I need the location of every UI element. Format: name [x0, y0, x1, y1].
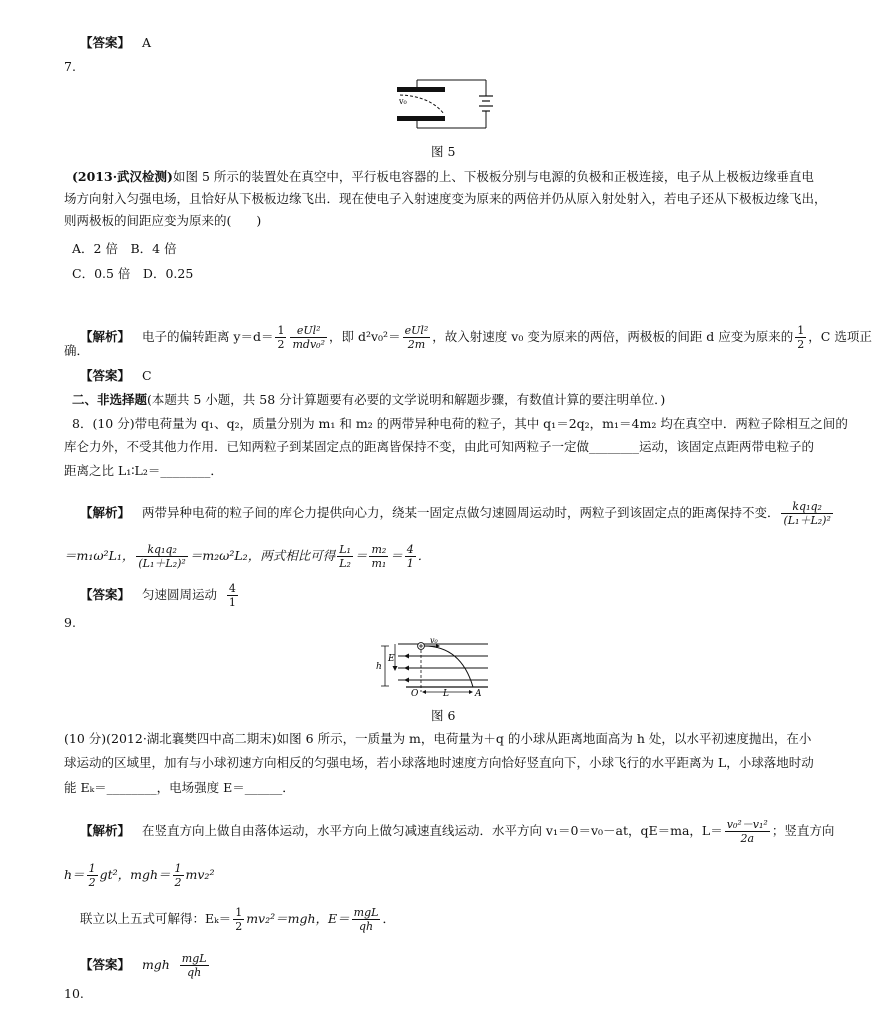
q7-text: 如图 5 所示的装置处在真空中，平行板电容器的上、下极板分别与电源的负极和正极连接，电子从上极板边缘垂直电	[172, 169, 814, 184]
analysis-tag: 【解析】	[80, 505, 131, 520]
q7-analysis-line1	[80, 324, 872, 351]
q8-line1: 8．(10 分)带电荷量为 q₁、q₂，质量分别为 m₁ 和 m₂ 的两带异种电荷的粒子，其中 q₁＝2q₂，m₁＝4m₂ 均在真空中．两粒子除相互之间的	[72, 416, 848, 431]
analysis-text: mv₂²＝mgh，E＝	[246, 911, 350, 926]
q9-analysis-line1	[80, 818, 834, 845]
q6-answer-line	[80, 34, 151, 52]
q7-text-line3: 则两极板的间距应变为原来的( )	[64, 213, 262, 228]
fraction: $\frac{\text{L₁}}{\text{L₂}}$	[339, 543, 351, 570]
analysis-text: ＝	[354, 548, 368, 563]
fraction: $\frac{\text{eUl²}}{2m}$	[404, 324, 429, 351]
analysis-text: mv₂²	[185, 867, 215, 882]
answer-value: C	[141, 368, 152, 383]
fraction: $\frac{\text{kq₁q₂}}{\text{(L₁＋L₂)²}}$	[138, 543, 186, 570]
section-2-heading	[72, 391, 665, 409]
q9-analysis-line2	[64, 862, 214, 889]
figure-6-L-label: L	[443, 689, 449, 699]
figure-5-v0-label: v₀	[399, 97, 407, 106]
figure-6-field-diagram	[376, 636, 496, 700]
q8-line3: 距离之比 L₁∶L₂＝________．	[64, 463, 223, 478]
q7-source: (2013·武汉检测)	[72, 169, 173, 184]
figure-6-A-label: A	[475, 689, 482, 699]
figure-5-capacitor-diagram	[392, 78, 496, 130]
q9-line2: 球运动的区域里，加有与小球初速方向相反的匀强电场，若小球落地时速度方向恰好竖直向下，小球飞行的水平距离为 L，小球落地时动	[64, 755, 814, 770]
q7-options-ab: A．2 倍 B．4 倍	[72, 241, 177, 256]
section-title: 二、非选择题	[72, 392, 148, 407]
analysis-tag: 【解析】	[80, 329, 131, 344]
fraction: $\frac{1}{2}$	[277, 324, 285, 351]
figure-6-h-label: h	[376, 662, 382, 672]
analysis-text: gt²，mgh＝	[99, 867, 171, 882]
fraction: $\frac{1}{2}$	[797, 324, 805, 351]
analysis-text: ＝m₂ω²L₂，两式相比可得	[189, 548, 336, 563]
answer-tag: 【答案】	[80, 35, 131, 50]
q9-number: 9.	[64, 615, 76, 630]
fraction: $\frac{\text{mgL}}{qh}$	[353, 906, 379, 933]
answer-tag: 【答案】	[80, 368, 131, 383]
answer-text: 匀速圆周运动	[141, 587, 217, 602]
analysis-text: ，C 选项正	[808, 329, 872, 344]
q9-analysis-line3	[80, 906, 395, 933]
q8-answer-line	[80, 582, 240, 609]
fraction: $\frac{\text{m₂}}{\text{m₁}}$	[371, 543, 387, 570]
fraction: $\frac{\text{v₀²－v₁²}}{2a}$	[726, 818, 768, 845]
fraction: $\frac{1}{2}$	[88, 862, 96, 889]
q9-line1: (10 分)(2012·湖北襄樊四中高二期末)如图 6 所示，一质量为 m，电荷量为＋q 的小球从距离地面高为 h 处，以水平初速度抛出，在小	[64, 731, 812, 746]
figure-6-O-label: O	[411, 689, 419, 699]
q7-options-cd: C．0.5 倍 D．0.25	[72, 266, 194, 281]
analysis-text: 在竖直方向上做自由落体运动，水平方向上做匀减速直线运动．水平方向 v₁＝0＝v₀－at，qE＝ma，L＝	[141, 823, 723, 838]
figure-6-v0-label: v₀	[430, 636, 438, 645]
q8-analysis-line1	[80, 500, 835, 527]
analysis-text: ＝	[390, 548, 403, 563]
analysis-text: ．	[382, 911, 395, 926]
answer-tag: 【答案】	[80, 957, 131, 972]
q7-analysis-line2: 确．	[64, 343, 90, 358]
figure-6-caption: 图 6	[431, 708, 456, 723]
analysis-text: h＝	[64, 867, 85, 882]
fraction: $\frac{\text{kq₁q₂}}{\text{(L₁＋L₂)²}}$	[783, 500, 831, 527]
figure-6-E-label: E	[388, 654, 395, 664]
figure-5-caption: 图 5	[431, 144, 456, 159]
analysis-text: ，故入射速度 v₀ 变为原来的两倍，两极板的间距 d 应变为原来的	[432, 329, 794, 344]
analysis-text: 电子的偏转距离 y＝d＝	[141, 329, 274, 344]
analysis-text: 联立以上五式可解得：Eₖ＝	[80, 911, 232, 926]
analysis-text: 两带异种电荷的粒子间的库仑力提供向心力，绕某一固定点做匀速圆周运动时，两粒子到该固定点的距离保持不变．	[141, 505, 780, 520]
q7-text-line1	[72, 168, 814, 186]
q7-number: 7.	[64, 59, 76, 74]
answer-fraction: $\frac{\text{mgL}}{qh}$	[181, 952, 207, 979]
analysis-text: ；竖直方向	[771, 823, 835, 838]
answer-value: A	[141, 35, 151, 50]
q7-answer-line	[80, 367, 152, 385]
q9-line3: 能 Eₖ＝________，电场强度 E＝______．	[64, 780, 295, 795]
answer-fraction: $\frac{4}{1}$	[228, 582, 236, 609]
fraction: $\frac{1}{2}$	[235, 906, 243, 933]
section-note: (本题共 5 小题，共 58 分计算题要有必要的文学说明和解题步骤，有数值计算的要注明单位．)	[147, 392, 666, 407]
q8-analysis-line2	[64, 543, 430, 570]
fraction: $\frac{\text{eUl²}}{\text{mdv₀²}}$	[292, 324, 325, 351]
q10-number: 10.	[64, 986, 84, 1001]
fraction: $\frac{1}{2}$	[174, 862, 182, 889]
q9-answer-line	[80, 952, 211, 979]
analysis-text: ＝m₁ω²L₁，	[64, 548, 135, 563]
q7-text-line2: 场方向射入匀强电场，且恰好从下极板边缘飞出．现在使电子入射速度变为原来的两倍并仍从原入射处射入，若电子还从下极板边缘飞出，	[64, 191, 827, 206]
fraction: $\frac{4}{1}$	[406, 543, 414, 570]
analysis-text: ，即 d²v₀²＝	[329, 329, 401, 344]
analysis-text: ．	[417, 548, 431, 563]
answer-value: mgh	[141, 957, 170, 972]
q8-line2: 库仑力外，不受其他力作用．已知两粒子到某固定点的距离皆保持不变，由此可知两粒子一定做________运动，该固定点距两带电粒子的	[64, 439, 815, 454]
analysis-tag: 【解析】	[80, 823, 131, 838]
answer-tag: 【答案】	[80, 587, 131, 602]
